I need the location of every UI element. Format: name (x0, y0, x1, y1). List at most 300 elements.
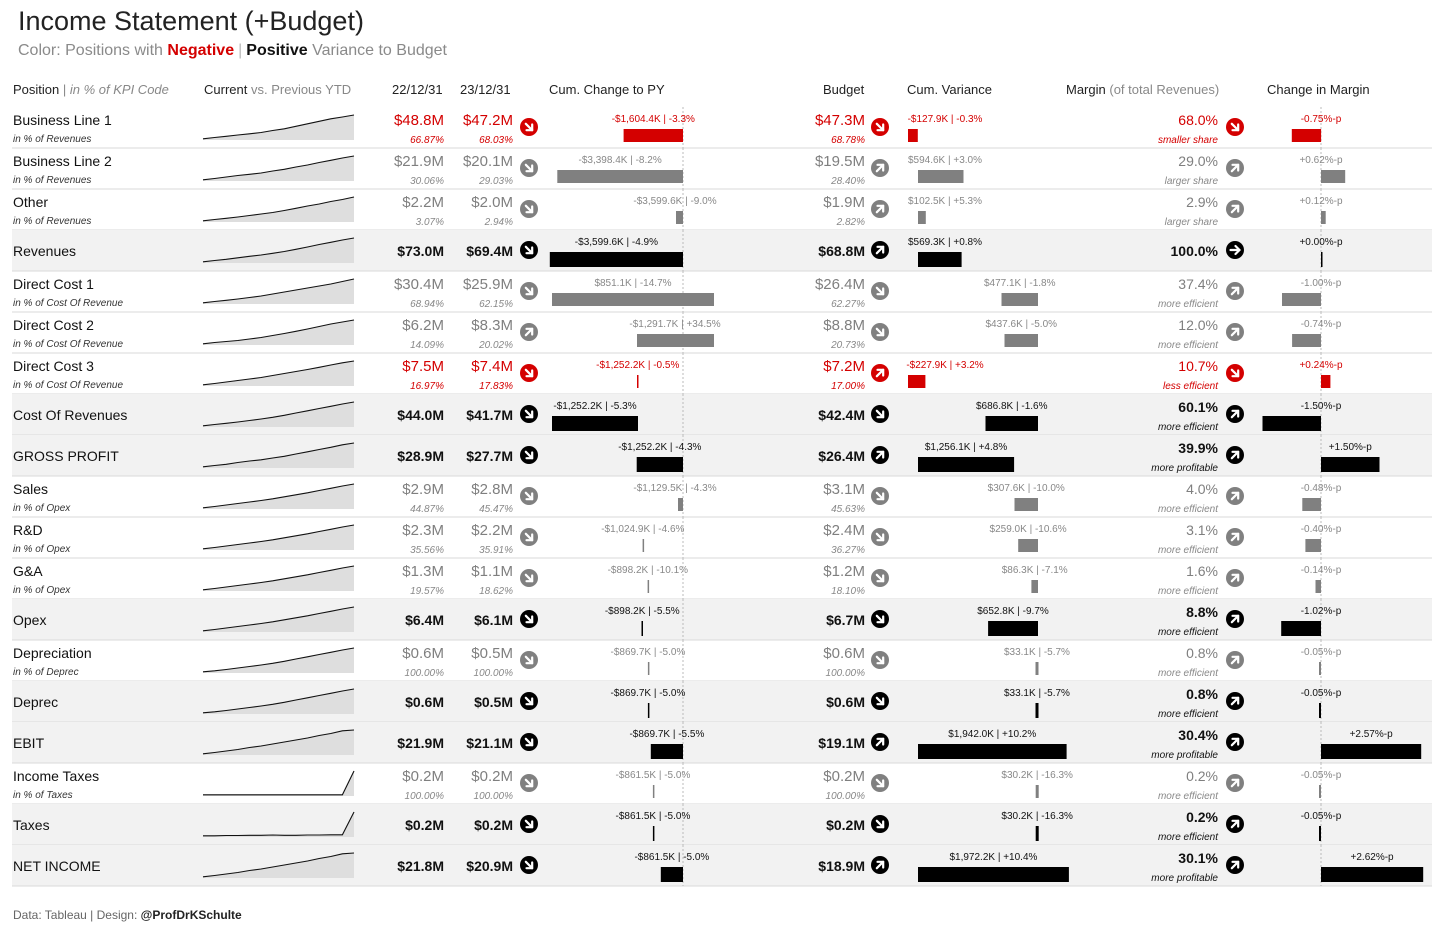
budget-percent: 18.10% (831, 586, 865, 597)
margin-change-bar (1319, 785, 1321, 798)
position-sub: in % of Cost Of Revenue (13, 298, 124, 309)
current-percent: 68.03% (479, 135, 513, 146)
table-row (12, 189, 1432, 230)
footer-source: Data: Tableau | Design: (13, 908, 138, 922)
variance-bar (988, 621, 1038, 636)
budget-arrow-icon (871, 856, 889, 874)
margin-change-label: +2.57%-p (1349, 729, 1393, 740)
table-row (12, 517, 1432, 558)
position-sub: in % of Revenues (13, 134, 92, 145)
change-label: -$869.7K | -5.0% (610, 647, 686, 658)
change-label: $851.1K | -14.7% (594, 278, 672, 289)
variance-bar (1036, 703, 1039, 718)
position-name: EBIT (13, 735, 45, 751)
budget-arrow-icon (871, 405, 889, 423)
budget-arrow-icon (871, 815, 889, 833)
variance-label: $33.1K | -5.7% (1003, 647, 1070, 658)
margin-change-bar (1321, 375, 1330, 388)
variance-label: $652.8K | -9.7% (977, 606, 1049, 617)
margin-note: more profitable (1151, 463, 1218, 474)
current-value: $1.1M (471, 563, 513, 580)
trend-arrow-icon (520, 446, 538, 464)
current-value: $21.1M (466, 735, 513, 751)
variance-bar (1031, 580, 1038, 593)
budget-value: $68.8M (818, 243, 865, 259)
header-position-sub: in % of KPI Code (69, 82, 169, 97)
margin-arrow-icon (1226, 323, 1244, 341)
budget-arrow-icon (871, 323, 889, 341)
margin-arrow-icon (1226, 651, 1244, 669)
previous-value: $0.2M (405, 817, 444, 833)
change-bar (624, 129, 683, 142)
budget-percent: 36.27% (831, 545, 865, 556)
margin-change-bar (1292, 334, 1321, 347)
budget-value: $26.4M (814, 276, 865, 293)
margin-change-label: -0.05%-p (1300, 647, 1342, 658)
previous-value: $21.9M (393, 153, 444, 170)
budget-value: $6.7M (826, 612, 865, 628)
margin-change-bar (1321, 170, 1345, 183)
budget-percent: 2.82% (836, 217, 865, 228)
variance-bar (908, 129, 918, 142)
margin-value: 1.6% (1186, 563, 1218, 579)
margin-value: 10.7% (1178, 358, 1218, 374)
variance-label: $33.1K | -5.7% (1003, 688, 1070, 699)
change-bar (648, 703, 650, 718)
margin-arrow-icon (1226, 856, 1244, 874)
position-sub: in % of Opex (13, 585, 71, 596)
table-row (12, 394, 1432, 435)
margin-change-label: -0.05%-p (1300, 770, 1342, 781)
current-percent: 35.91% (479, 545, 513, 556)
margin-change-bar (1321, 211, 1326, 224)
margin-value: 0.2% (1186, 809, 1218, 825)
position-sub: in % of Taxes (13, 790, 73, 801)
variance-bar (1036, 826, 1039, 841)
budget-arrow-icon (871, 200, 889, 218)
margin-change-label: +0.62%-p (1299, 155, 1343, 166)
change-label: -$869.7K | -5.5% (629, 729, 705, 740)
margin-value: 30.1% (1178, 850, 1218, 866)
budget-value: $26.4M (818, 448, 865, 464)
margin-arrow-icon (1226, 446, 1244, 464)
current-value: $6.1M (474, 612, 513, 628)
current-value: $8.3M (471, 317, 513, 334)
variance-bar (918, 211, 926, 224)
budget-arrow-icon (871, 241, 889, 259)
trend-arrow-icon (520, 528, 538, 546)
current-value: $27.7M (466, 448, 513, 464)
previous-percent: 100.00% (404, 668, 444, 679)
variance-label: $259.0K | -10.6% (989, 524, 1067, 535)
margin-change-bar (1282, 293, 1321, 306)
variance-bar (1018, 539, 1038, 552)
subtitle-prefix: Color: Positions with (18, 42, 163, 59)
budget-percent: 100.00% (825, 668, 865, 679)
current-percent: 2.94% (484, 217, 513, 228)
position-sub: in % of Revenues (13, 175, 92, 186)
budget-arrow-icon (871, 651, 889, 669)
position-sub: in % of Deprec (13, 667, 79, 678)
margin-change-bar (1302, 498, 1321, 511)
position-name: Business Line 2 (13, 153, 112, 169)
margin-value: 60.1% (1178, 399, 1218, 415)
change-label: -$3,599.6K | -4.9% (574, 237, 659, 248)
change-label: -$1,252.2K | -0.5% (596, 360, 680, 371)
margin-note: larger share (1164, 176, 1218, 187)
current-value: $47.2M (462, 112, 513, 129)
budget-value: $7.2M (823, 358, 865, 375)
variance-bar (918, 457, 1014, 472)
header-position-separator: | (62, 82, 67, 97)
table-row (12, 722, 1432, 763)
change-label: -$898.2K | -5.5% (604, 606, 680, 617)
previous-percent: 35.56% (410, 545, 444, 556)
budget-arrow-icon (871, 446, 889, 464)
budget-value: $1.9M (823, 194, 865, 211)
current-percent: 29.03% (479, 176, 513, 187)
trend-arrow-icon (520, 569, 538, 587)
budget-arrow-icon (871, 692, 889, 710)
previous-percent: 30.06% (410, 176, 444, 187)
current-value: $0.2M (474, 817, 513, 833)
margin-note: larger share (1164, 217, 1218, 228)
previous-value: $7.5M (402, 358, 444, 375)
header-position-label: Position (13, 82, 60, 97)
margin-note: more efficient (1157, 422, 1218, 433)
change-bar (651, 744, 683, 759)
margin-arrow-icon (1226, 815, 1244, 833)
change-label: -$1,252.2K | -5.3% (553, 401, 637, 412)
footer (13, 908, 242, 922)
margin-note: more efficient (1157, 299, 1218, 310)
previous-percent: 100.00% (404, 791, 444, 802)
margin-arrow-icon (1226, 569, 1244, 587)
margin-change-bar (1321, 744, 1421, 759)
trend-arrow-icon (520, 733, 538, 751)
margin-note: smaller share (1157, 135, 1218, 146)
table-row (12, 558, 1432, 599)
previous-value: $0.6M (402, 645, 444, 662)
budget-value: $0.6M (826, 694, 865, 710)
margin-change-label: -0.40%-p (1300, 524, 1342, 535)
position-name: Sales (13, 481, 49, 497)
previous-value: $30.4M (393, 276, 444, 293)
variance-label: $594.6K | +3.0% (907, 155, 983, 166)
margin-value: 39.9% (1178, 440, 1218, 456)
trend-arrow-icon (520, 610, 538, 628)
margin-arrow-icon (1226, 610, 1244, 628)
variance-label: $30.2K | -16.3% (1001, 770, 1073, 781)
change-bar (648, 580, 650, 593)
position-name: Direct Cost 2 (13, 317, 94, 333)
variance-bar (918, 170, 964, 183)
table-row (12, 435, 1432, 476)
total-row-background (12, 394, 1432, 435)
margin-arrow-icon (1226, 159, 1244, 177)
margin-value: 30.4% (1178, 727, 1218, 743)
current-value: $69.4M (466, 243, 513, 259)
subtitle-suffix: Variance to Budget (312, 42, 447, 59)
budget-arrow-icon (871, 610, 889, 628)
margin-arrow-icon (1226, 487, 1244, 505)
budget-value: $19.1M (818, 735, 865, 751)
trend-arrow-icon (520, 815, 538, 833)
change-bar (552, 416, 638, 431)
change-bar (637, 375, 639, 388)
margin-value: 68.0% (1178, 112, 1218, 128)
footer-author: @ProfDrKSchulte (140, 908, 242, 922)
variance-bar (1002, 293, 1039, 306)
position-name: GROSS PROFIT (13, 448, 119, 464)
budget-percent: 100.00% (825, 791, 865, 802)
total-row-background (12, 599, 1432, 640)
change-bar (637, 334, 714, 347)
margin-note: more efficient (1157, 832, 1218, 843)
position-name: Opex (13, 612, 47, 628)
margin-change-label: +1.50%-p (1328, 442, 1372, 453)
change-bar (653, 785, 655, 798)
budget-value: $19.5M (814, 153, 865, 170)
margin-change-label: -0.14%-p (1300, 565, 1342, 576)
change-label: -$3,599.6K | -9.0% (633, 196, 717, 207)
margin-value: 29.0% (1178, 153, 1218, 169)
total-row-background (12, 435, 1432, 476)
budget-percent: 62.27% (831, 299, 865, 310)
header-curr-date: 23/12/31 (460, 82, 511, 97)
margin-value: 2.9% (1186, 194, 1218, 210)
variance-bar (918, 867, 1069, 882)
trend-arrow-icon (520, 200, 538, 218)
trend-arrow-icon (520, 118, 538, 136)
current-value: $2.0M (471, 194, 513, 211)
budget-percent: 45.63% (831, 504, 865, 515)
position-name: R&D (13, 522, 43, 538)
subtitle-negative: Negative (167, 42, 235, 59)
margin-arrow-icon (1226, 733, 1244, 751)
change-label: -$1,024.9K | -4.6% (601, 524, 685, 535)
variance-bar (1036, 662, 1039, 675)
margin-value: 0.2% (1186, 768, 1218, 784)
trend-arrow-icon (520, 692, 538, 710)
margin-note: more profitable (1151, 873, 1218, 884)
change-bar (637, 457, 683, 472)
position-name: Direct Cost 1 (13, 276, 94, 292)
sparkline-line (203, 771, 354, 795)
variance-label: $1,972.2K | +10.4% (949, 852, 1038, 863)
previous-value: $21.8M (397, 858, 444, 874)
margin-value: 100.0% (1170, 243, 1218, 259)
budget-arrow-icon (871, 733, 889, 751)
position-sub: in % of Cost Of Revenue (13, 380, 124, 391)
previous-percent: 66.87% (410, 135, 444, 146)
trend-arrow-icon (520, 856, 538, 874)
current-value: $0.5M (474, 694, 513, 710)
variance-bar (986, 416, 1039, 431)
total-row-background (12, 845, 1432, 886)
previous-percent: 44.87% (410, 504, 444, 515)
margin-note: more efficient (1157, 545, 1218, 556)
table-row (12, 271, 1432, 312)
budget-value: $0.2M (823, 768, 865, 785)
position-sub: in % of Revenues (13, 216, 92, 227)
total-row-background (12, 804, 1432, 845)
variance-bar (1015, 498, 1039, 511)
margin-value: 3.1% (1186, 522, 1218, 538)
previous-value: $21.9M (397, 735, 444, 751)
position-name: Income Taxes (13, 768, 100, 784)
margin-change-label: +0.12%-p (1299, 196, 1343, 207)
previous-percent: 3.07% (415, 217, 444, 228)
margin-note: more efficient (1157, 627, 1218, 638)
margin-change-bar (1292, 129, 1321, 142)
header-cum-change: Cum. Change to PY (549, 82, 665, 97)
trend-arrow-icon (520, 159, 538, 177)
margin-arrow-icon (1226, 692, 1244, 710)
change-bar (661, 867, 683, 882)
previous-value: $44.0M (397, 407, 444, 423)
current-percent: 45.47% (479, 504, 513, 515)
previous-value: $2.3M (402, 522, 444, 539)
change-bar (643, 539, 645, 552)
table-row (12, 476, 1432, 517)
current-value: $7.4M (471, 358, 513, 375)
position-name: Depreciation (13, 645, 92, 661)
margin-change-label: -0.05%-p (1300, 688, 1342, 699)
margin-change-label: +0.24%-p (1299, 360, 1343, 371)
previous-percent: 19.57% (410, 586, 444, 597)
trend-arrow-icon (520, 323, 538, 341)
variance-label: $102.5K | +5.3% (907, 196, 983, 207)
margin-change-bar (1316, 580, 1322, 593)
current-percent: 20.02% (479, 340, 513, 351)
margin-change-bar (1319, 826, 1321, 841)
change-label: -$898.2K | -10.1% (607, 565, 689, 576)
change-label: -$1,252.2K | -4.3% (618, 442, 702, 453)
variance-bar (908, 375, 925, 388)
header-current-sub: vs. Previous YTD (250, 82, 352, 97)
variance-label: $86.3K | -7.1% (1001, 565, 1068, 576)
margin-value: 12.0% (1178, 317, 1218, 333)
previous-value: $0.6M (405, 694, 444, 710)
margin-value: 37.4% (1178, 276, 1218, 292)
budget-arrow-icon (871, 528, 889, 546)
margin-note: more efficient (1157, 791, 1218, 802)
change-bar (678, 498, 683, 511)
subtitle-positive: Positive (246, 42, 308, 59)
previous-value: $73.0M (397, 243, 444, 259)
margin-change-bar (1321, 457, 1380, 472)
variance-label: $1,942.0K | +10.2% (948, 729, 1037, 740)
budget-value: $8.8M (823, 317, 865, 334)
trend-arrow-icon (520, 774, 538, 792)
change-bar (676, 211, 683, 224)
budget-percent: 28.40% (831, 176, 865, 187)
margin-arrow-icon (1226, 528, 1244, 546)
table-row (12, 353, 1432, 394)
position-name: Direct Cost 3 (13, 358, 94, 374)
margin-change-label: -0.75%-p (1300, 114, 1342, 125)
position-name: Other (13, 194, 49, 210)
margin-arrow-icon (1226, 241, 1244, 259)
change-label: -$3,398.4K | -8.2% (578, 155, 662, 166)
variance-bar (918, 252, 962, 267)
sparkline-area (203, 771, 354, 796)
current-percent: 100.00% (473, 668, 513, 679)
table-row (12, 804, 1432, 845)
table-row (12, 599, 1432, 640)
margin-arrow-icon (1226, 118, 1244, 136)
change-label: -$869.7K | -5.0% (610, 688, 686, 699)
variance-label: $30.2K | -16.3% (1001, 811, 1073, 822)
change-label: -$1,604.4K | -3.3% (611, 114, 695, 125)
margin-change-label: -0.74%-p (1300, 319, 1342, 330)
margin-change-label: -0.05%-p (1300, 811, 1342, 822)
current-value: $2.8M (471, 481, 513, 498)
change-label: -$1,129.5K | -4.3% (633, 483, 717, 494)
budget-arrow-icon (871, 159, 889, 177)
current-value: $20.9M (466, 858, 513, 874)
current-percent: 18.62% (479, 586, 513, 597)
variance-label: $477.1K | -1.8% (983, 278, 1056, 289)
header-margin-sub: (of total Revenues) (1109, 82, 1220, 97)
margin-note: more efficient (1157, 668, 1218, 679)
margin-arrow-icon (1226, 200, 1244, 218)
budget-value: $2.4M (823, 522, 865, 539)
margin-change-label: -0.48%-p (1300, 483, 1342, 494)
margin-change-label: -1.50%-p (1300, 401, 1342, 412)
budget-value: $0.2M (826, 817, 865, 833)
variance-label: $307.6K | -10.0% (987, 483, 1065, 494)
margin-value: 0.8% (1186, 645, 1218, 661)
budget-arrow-icon (871, 774, 889, 792)
variance-bar (1036, 785, 1039, 798)
position-sub: in % of Opex (13, 544, 71, 555)
table-row (12, 312, 1432, 353)
margin-change-bar (1281, 621, 1321, 636)
margin-note: more efficient (1157, 586, 1218, 597)
previous-value: $1.3M (402, 563, 444, 580)
previous-value: $6.2M (402, 317, 444, 334)
budget-value: $18.9M (818, 858, 865, 874)
budget-percent: 68.78% (831, 135, 865, 146)
margin-change-label: -1.02%-p (1300, 606, 1342, 617)
variance-label: $1,256.1K | +4.8% (924, 442, 1008, 453)
previous-percent: 14.09% (410, 340, 444, 351)
current-value: $41.7M (466, 407, 513, 423)
total-row-background (12, 722, 1432, 763)
margin-note: more efficient (1157, 709, 1218, 720)
margin-note: more efficient (1157, 340, 1218, 351)
budget-value: $3.1M (823, 481, 865, 498)
budget-value: $1.2M (823, 563, 865, 580)
total-row-background (12, 681, 1432, 722)
current-value: $0.5M (471, 645, 513, 662)
margin-change-bar (1319, 703, 1321, 718)
margin-note: less efficient (1162, 381, 1218, 392)
position-name: Business Line 1 (13, 112, 112, 128)
header-prev-date: 22/12/31 (392, 82, 443, 97)
variance-label: $686.8K | -1.6% (975, 401, 1048, 412)
trend-arrow-icon (520, 405, 538, 423)
variance-label: -$127.9K | -0.3% (907, 114, 983, 125)
margin-value: 0.8% (1186, 686, 1218, 702)
trend-arrow-icon (520, 282, 538, 300)
margin-value: 4.0% (1186, 481, 1218, 497)
margin-change-label: +0.00%-p (1299, 237, 1343, 248)
variance-label: $569.3K | +0.8% (907, 237, 983, 248)
position-sub: in % of Cost Of Revenue (13, 339, 124, 350)
